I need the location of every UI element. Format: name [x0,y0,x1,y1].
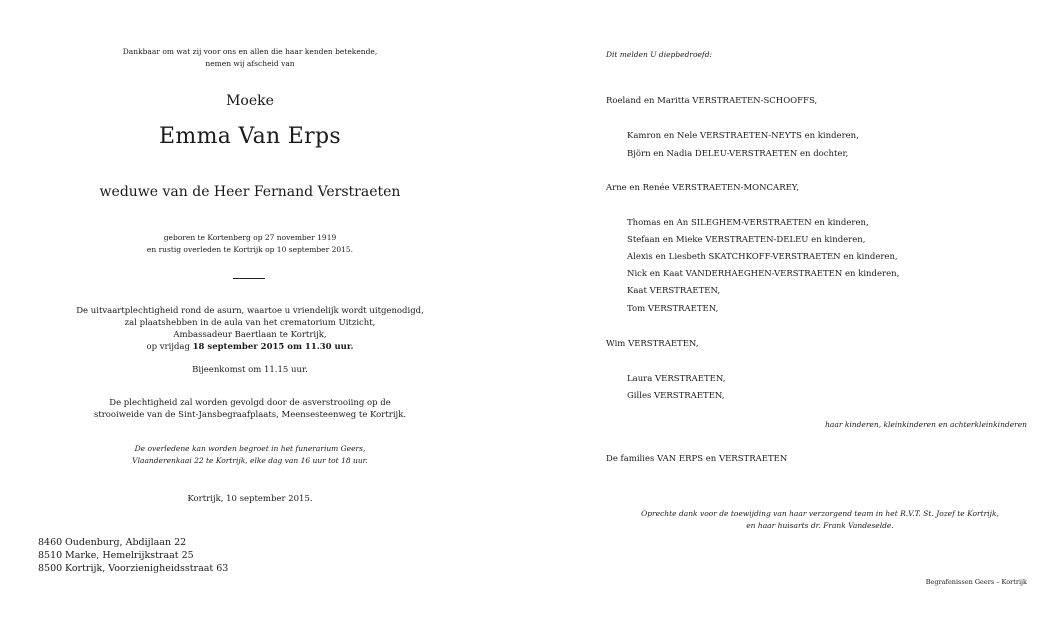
family-line: Kamron en Nele VERSTRAETEN-NEYTS en kinderen, [627,131,859,141]
deceased-name: Emma Van Erps [159,124,341,149]
scattering-text: De plechtigheid zal worden gevolgd door de asverstrooiing op de strooiweide van de Sint-Jansbegraafplaats, Meensesteenweg te Kortrijk. [93,398,407,420]
left-page [0,0,500,623]
intro-text: Dankbaar om wat zij voor ons en allen die haar kenden betekende, nemen wij afscheid van [122,47,378,68]
funeral-home-text: De overledene kan worden begroet in het funerarium Geers, Vlaanderenkaai 22 te Kortrijk, elke dag van 16 uur tot 18 uur. [132,444,368,465]
undertaker-credit: Begrafenissen Geers – Kortrijk [925,578,1027,586]
gathering-time: Bijeenkomst om 11.15 uur. [192,365,308,375]
families-line: De families VAN ERPS en VERSTRAETEN [606,454,788,464]
family-line: Kaat VERSTRAETEN, [627,286,721,296]
address-line: 8500 Kortrijk, Voorzienigheidsstraat 63 [38,563,229,574]
right-page [520,0,1047,623]
family-line: Nick en Kaat VANDERHAEGHEN-VERSTRAETEN en kinderen, [627,269,900,279]
announcement-heading: Dit melden U diepbedroefd: [606,50,713,59]
family-line: Stefaan en Mieke VERSTRAETEN-DELEU en kinderen, [627,235,866,245]
address-line: 8510 Marke, Hemelrijkstraat 25 [38,550,194,561]
title-moeke: Moeke [226,93,274,109]
ceremony-text: De uitvaartplechtigheid rond de asurn, waartoe u vriendelijk wordt uitgenodigd, zal plaatshebben in de aula van het crematorium Uitzicht, Ambassadeur Baertlaan te Kortrijk, op vrijdag 18 september 2015 om 11.30 uur. [0,305,500,353]
family-line: Tom VERSTRAETEN, [627,304,719,314]
birth-death-text: geboren te Kortenberg op 27 november 1919 en rustig overleden te Kortrijk op 10 september 2015. [146,233,354,254]
family-line: Alexis en Liesbeth SKATCHKOFF-VERSTRAETEN en kinderen, [627,252,898,262]
address-line: 8460 Oudenburg, Abdijlaan 22 [38,537,187,548]
thanks-text: Oprechte dank voor de toewijding van haar verzorgend team in het R.V.T. St. Jozef te Kortrijk, en haar huisarts dr. Frank Vandeselde. [641,509,999,530]
widow-line: weduwe van de Heer Fernand Verstraeten [99,184,401,200]
place-date: Kortrijk, 10 september 2015. [187,494,313,504]
grandchildren-line: haar kinderen, kleinkinderen en achterkleinkinderen [825,420,1027,429]
address-list [38,536,228,575]
family-line: Laura VERSTRAETEN, [627,374,726,384]
family-line: Thomas en An SILEGHEM-VERSTRAETEN en kinderen, [627,218,869,228]
family-line: Roeland en Maritta VERSTRAETEN-SCHOOFFS, [606,96,818,106]
divider-line [233,278,265,279]
family-line: Björn en Nadia DELEU-VERSTRAETEN en dochter, [627,149,849,159]
ceremony-date: op vrijdag 18 september 2015 om 11.30 uur. [146,342,354,352]
family-line: Wim VERSTRAETEN, [606,339,699,349]
family-line: Gilles VERSTRAETEN, [627,391,725,401]
family-line: Arne en Renée VERSTRAETEN-MONCAREY, [606,183,800,193]
